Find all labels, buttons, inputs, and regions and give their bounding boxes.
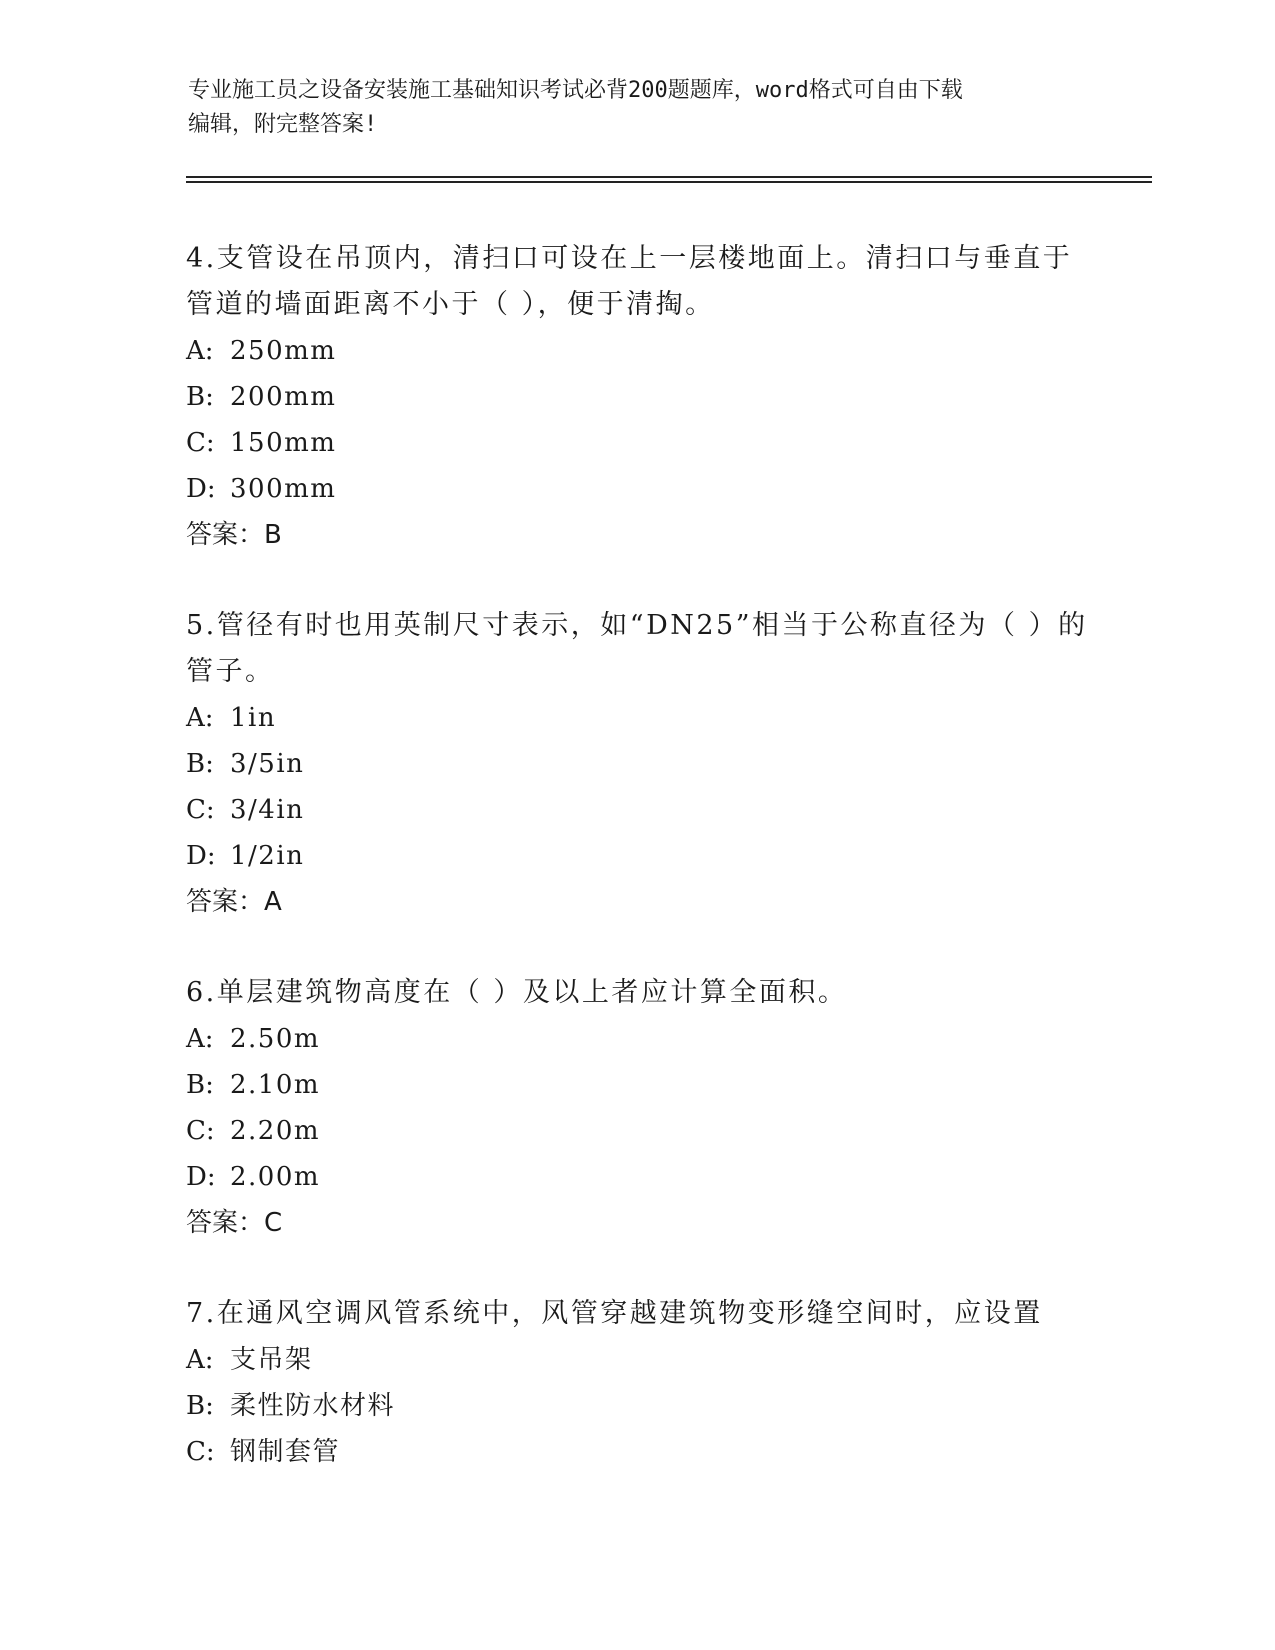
option-a (186, 1337, 1116, 1383)
document-header (188, 74, 1068, 142)
question-4 (186, 236, 1116, 558)
option-letter: A: (186, 336, 214, 366)
option-b (186, 374, 1116, 420)
option-letter: D: (186, 1162, 216, 1192)
question-text: 6.单层建筑物高度在（ ）及以上者应计算全面积。 (186, 977, 848, 1008)
option-a (186, 695, 1116, 741)
option-b (186, 1062, 1116, 1108)
option-text: 1in (230, 703, 277, 733)
option-letter: C: (186, 428, 215, 458)
option-d (186, 466, 1116, 512)
question-text: 管子。 (186, 656, 275, 687)
question-text: 5.管径有时也用英制尺寸表示，如“DN25”相当于公称直径为（ ）的 (186, 610, 1088, 641)
option-d (186, 1154, 1116, 1200)
option-c (186, 420, 1116, 466)
header-divider-top (186, 176, 1152, 178)
answer-label: 答案：A (186, 887, 282, 917)
option-text: 250mm (230, 336, 337, 366)
option-c (186, 1108, 1116, 1154)
question-7 (186, 1291, 1116, 1475)
option-letter: C: (186, 1437, 215, 1467)
option-text: 150mm (230, 428, 337, 458)
option-text: 钢制套管 (230, 1437, 341, 1467)
header-divider-bottom (186, 181, 1152, 183)
option-letter: B: (186, 1070, 214, 1100)
option-text: 2.00m (230, 1162, 321, 1192)
answer-label: 答案：B (186, 520, 282, 550)
option-text: 2.20m (230, 1116, 321, 1146)
option-letter: C: (186, 1116, 215, 1146)
option-b (186, 1383, 1116, 1429)
option-letter: C: (186, 795, 215, 825)
option-c (186, 1429, 1116, 1475)
option-text: 1/2in (230, 841, 305, 871)
option-letter: D: (186, 474, 216, 504)
header-line-1: 专业施工员之设备安装施工基础知识考试必背200题题库，word格式可自由下载 (188, 78, 963, 103)
option-d (186, 833, 1116, 879)
option-text: 柔性防水材料 (230, 1391, 396, 1421)
option-a (186, 328, 1116, 374)
option-text: 200mm (230, 382, 337, 412)
option-text: 2.50m (230, 1024, 321, 1054)
answer-label: 答案：C (186, 1208, 283, 1238)
option-text: 3/5in (230, 749, 305, 779)
question-text: 7.在通风空调风管系统中，风管穿越建筑物变形缝空间时，应设置 (186, 1298, 1043, 1329)
option-letter: B: (186, 1391, 214, 1421)
option-letter: B: (186, 749, 214, 779)
option-b (186, 741, 1116, 787)
option-letter: A: (186, 1024, 214, 1054)
question-list (186, 236, 1116, 1520)
option-letter: B: (186, 382, 214, 412)
question-5 (186, 603, 1116, 925)
option-text: 2.10m (230, 1070, 321, 1100)
header-line-2: 编辑，附完整答案! (188, 112, 378, 137)
option-letter: A: (186, 703, 214, 733)
question-text: 4.支管设在吊顶内，清扫口可设在上一层楼地面上。清扫口与垂直于 (186, 243, 1073, 274)
option-text: 3/4in (230, 795, 305, 825)
option-c (186, 787, 1116, 833)
option-text: 支吊架 (230, 1345, 313, 1375)
option-letter: A: (186, 1345, 214, 1375)
option-letter: D: (186, 841, 216, 871)
option-text: 300mm (230, 474, 337, 504)
option-a (186, 1016, 1116, 1062)
question-text: 管道的墙面距离不小于（ ），便于清掏。 (186, 289, 715, 320)
question-6 (186, 970, 1116, 1246)
